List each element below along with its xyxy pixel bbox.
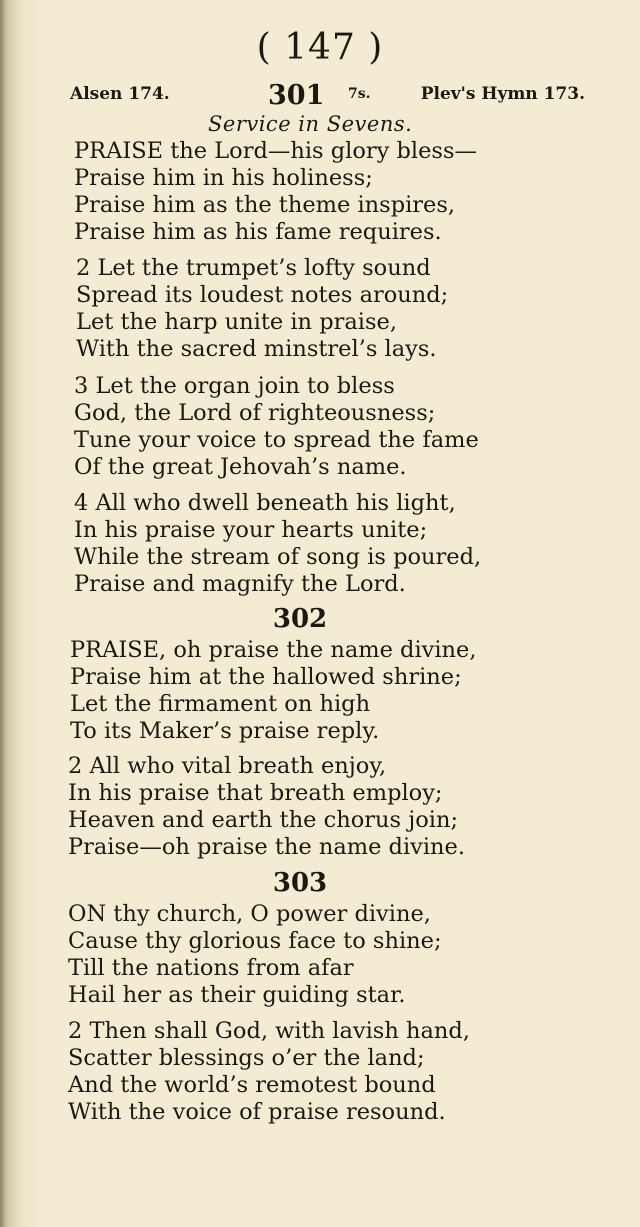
verse-line: To its Maker’s praise reply. — [70, 718, 380, 744]
hymn-number-301: 301 — [268, 80, 325, 111]
verse-line: With the voice of praise resound. — [68, 1099, 446, 1125]
verse-line: Praise him at the hallowed shrine; — [70, 664, 462, 690]
page-number: ( 147 ) — [256, 27, 384, 68]
hymn-meter: 7s. — [348, 86, 371, 102]
hymn-301-stanza-2 — [76, 255, 448, 363]
hymn-302-stanza-2 — [68, 753, 465, 861]
verse-line: 2 All who vital breath enjoy, — [68, 753, 387, 779]
verse-line: Spread its loudest notes around; — [76, 282, 449, 308]
verse-line: God, the Lord of righteousness; — [74, 400, 436, 426]
verse-line: Cause thy glorious face to shine; — [68, 928, 442, 954]
verse-line: ON thy church, O power divine, — [68, 901, 431, 927]
verse-line: Praise—oh praise the name divine. — [68, 834, 466, 860]
verse-line: In his praise that breath employ; — [68, 780, 443, 806]
hymn-301-stanza-3 — [74, 373, 479, 481]
verse-line: And the world’s remotest bound — [68, 1072, 436, 1098]
verse-line: 3 Let the organ join to bless — [74, 373, 395, 399]
verse-line: Let the firmament on high — [70, 691, 371, 717]
verse-line: Let the harp unite in praise, — [76, 309, 397, 335]
hymn-301-title: Service in Sevens. — [208, 112, 413, 136]
hymn-number-303: 303 — [272, 868, 328, 898]
hymn-303-stanza-2 — [68, 1018, 470, 1126]
verse-line: PRAISE the Lord—his glory bless— — [74, 138, 478, 164]
verse-line: 2 Then shall God, with lavish hand, — [68, 1018, 470, 1044]
verse-line: 4 All who dwell beneath his light, — [74, 490, 456, 516]
hymn-303-stanza-1 — [68, 901, 442, 1009]
verse-line: Praise him in his holiness; — [74, 165, 373, 191]
hymn-number-302: 302 — [272, 604, 328, 634]
verse-line: While the stream of song is poured, — [74, 544, 482, 570]
verse-line: Till the nations from afar — [68, 955, 354, 981]
verse-line: With the sacred minstrel’s lays. — [76, 336, 437, 362]
verse-line: Scatter blessings o’er the land; — [68, 1045, 425, 1071]
header-hymn-reference: Plev's Hymn 173. — [420, 84, 585, 104]
hymn-302-stanza-1 — [70, 637, 477, 745]
verse-line: Praise him as the theme inspires, — [74, 192, 456, 218]
verse-line: Praise and magnify the Lord. — [74, 571, 406, 597]
verse-line: 2 Let the trumpet’s lofty sound — [76, 255, 431, 281]
hymn-301-stanza-1 — [74, 138, 477, 246]
verse-line: Of the great Jehovah’s name. — [74, 454, 407, 480]
verse-line: In his praise your hearts unite; — [74, 517, 428, 543]
verse-line: Heaven and earth the chorus join; — [68, 807, 459, 833]
verse-line: Praise him as his fame requires. — [74, 219, 442, 245]
hymn-header — [70, 80, 585, 110]
verse-line: Hail her as their guiding star. — [68, 982, 406, 1008]
header-tune-reference: Alsen 174. — [70, 84, 170, 104]
hymn-301-stanza-4 — [74, 490, 481, 598]
verse-line: Tune your voice to spread the fame — [74, 427, 479, 453]
verse-line: PRAISE, oh praise the name divine, — [70, 637, 477, 663]
